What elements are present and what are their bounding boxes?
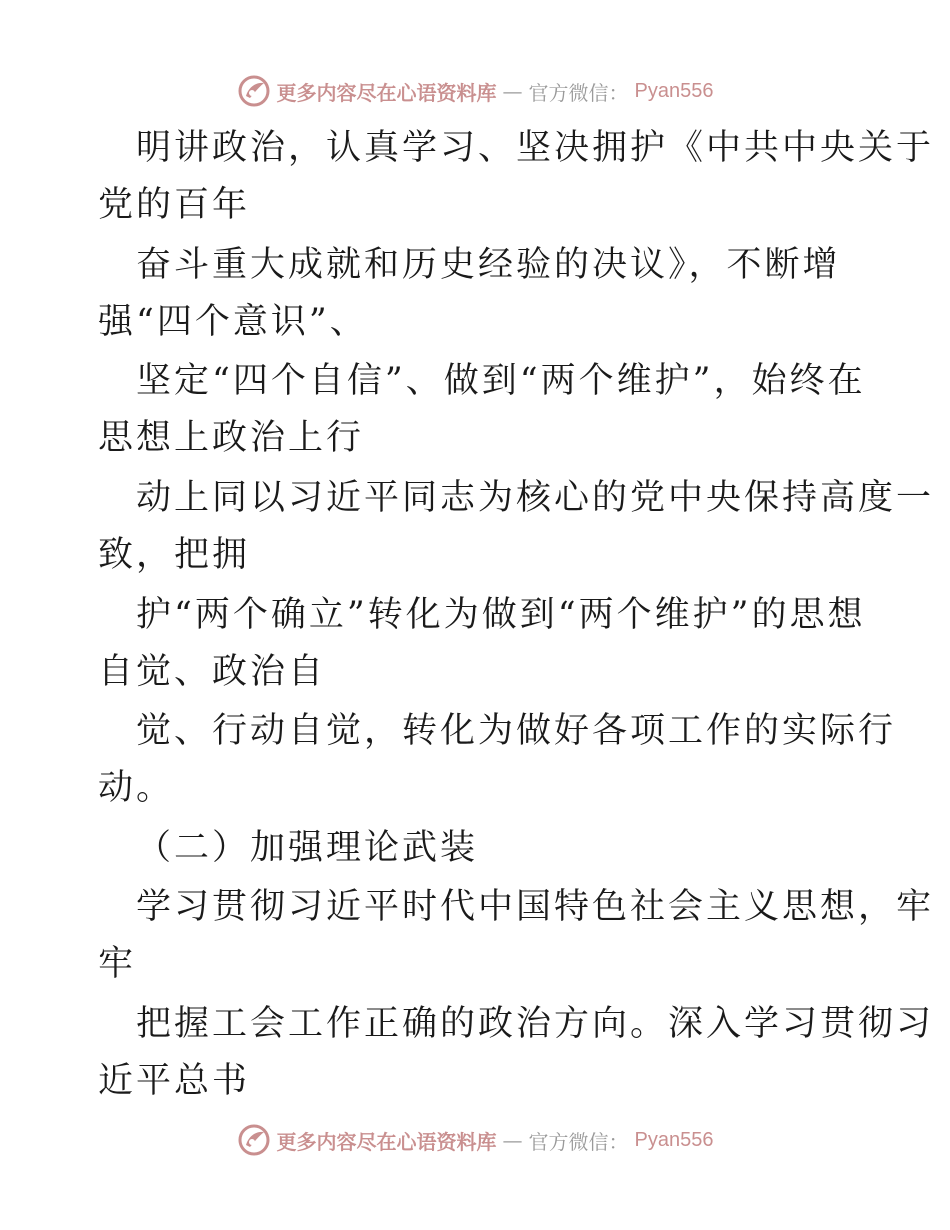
text-line: 坚定“四个自信”、做到“两个维护”，始终在: [136, 361, 866, 401]
text-line: 觉、行动自觉，转化为做好各项工作的实际行: [136, 711, 897, 751]
text-line: 动。: [98, 768, 175, 808]
text-line: 奋斗重大成就和历史经验的决议》，不断增: [136, 245, 841, 285]
header-watermark: [0, 71, 950, 111]
text-line: 动上同以习近平同志为核心的党中央保持高度一: [136, 478, 935, 518]
text-line: 思想上政治上行: [98, 418, 365, 458]
watermark-dash: —: [502, 79, 523, 103]
watermark-wechat-label: 官方微信：: [528, 1129, 629, 1154]
text-line: 学习贯彻习近平时代中国特色社会主义思想，牢: [136, 887, 935, 927]
text-line: 把握工会工作正确的政治方向。深入学习贯彻习: [136, 1004, 935, 1044]
text-line: 致，把拥: [98, 535, 251, 575]
text-line: 明讲政治，认真学习、坚决拥护《中共中央关于: [136, 128, 935, 168]
watermark-wechat-id: Pyan556: [634, 1128, 714, 1151]
watermark-dash: —: [502, 1128, 523, 1152]
section-heading: （二）加强理论武装: [136, 828, 479, 868]
watermark-wechat-label: 官方微信：: [528, 80, 629, 105]
watermark-wechat-id: Pyan556: [634, 79, 714, 102]
text-line: 护“两个确立”转化为做到“两个维护”的思想: [136, 595, 866, 635]
footer-watermark: [0, 1120, 950, 1160]
text-line: 近平总书: [98, 1061, 251, 1101]
watermark-brand: 更多内容尽在心语资料库: [276, 1129, 497, 1154]
library-logo-icon: [237, 1123, 271, 1157]
watermark-brand: 更多内容尽在心语资料库: [276, 80, 497, 105]
library-logo-icon: [237, 74, 271, 108]
text-line: 牢: [98, 944, 137, 984]
text-line: 党的百年: [98, 185, 251, 225]
text-line: 强“四个意识”、: [98, 302, 368, 342]
text-line: 自觉、政治自: [98, 652, 327, 692]
